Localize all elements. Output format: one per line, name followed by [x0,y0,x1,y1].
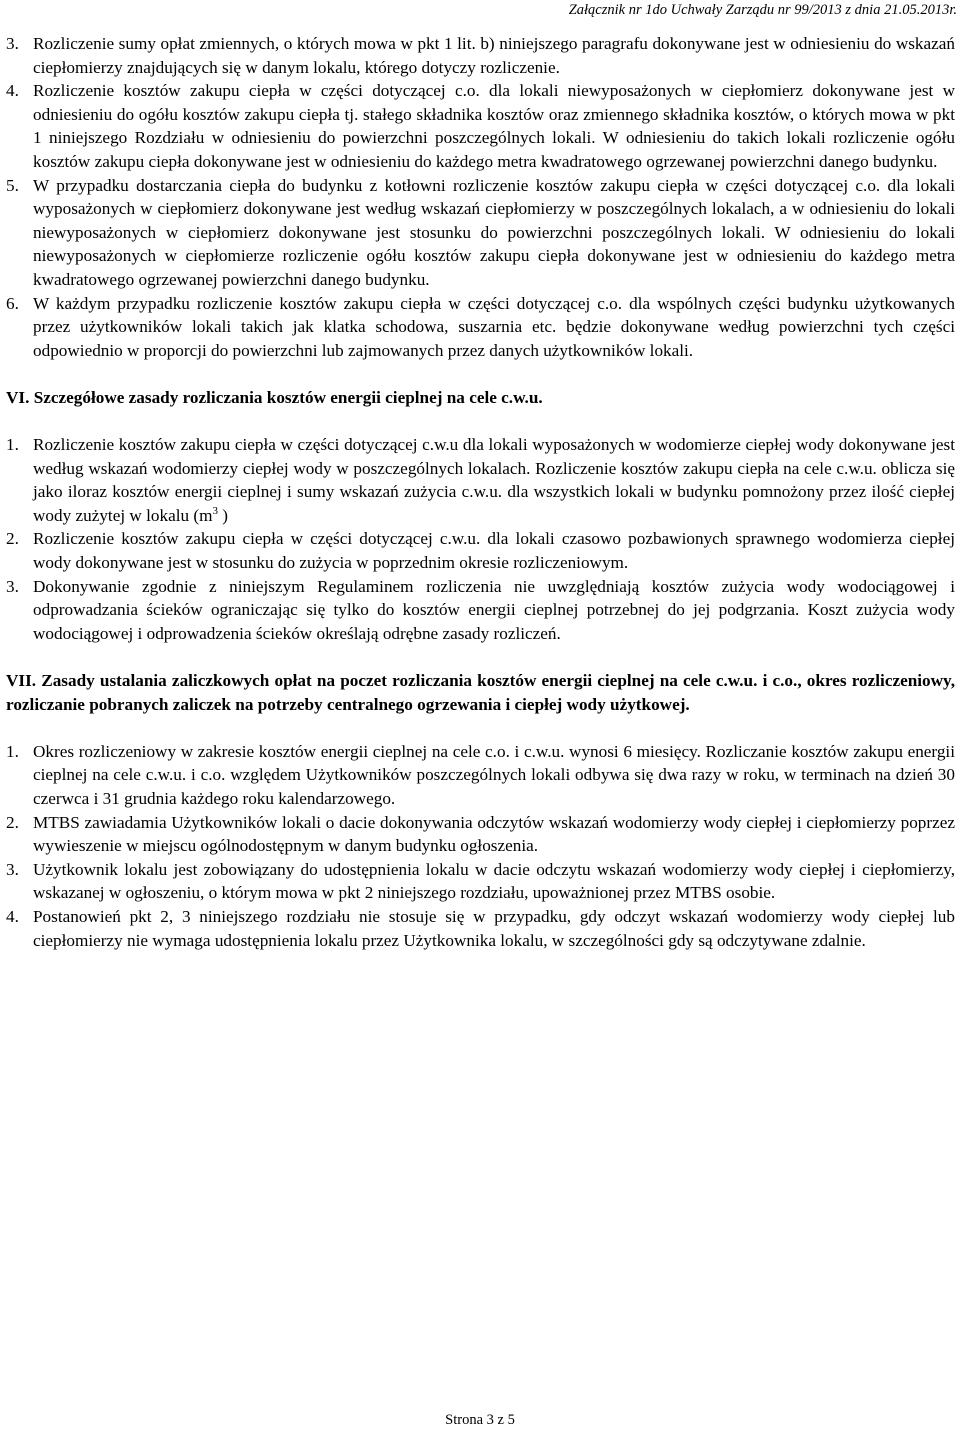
item-number: 1. [6,435,19,455]
item-text: Rozliczenie kosztów zakupu ciepła w części dotyczącej c.w.u. dla lokali czasowo pozbawionych sprawnego wodomierza ciepłej wody dokonywane jest w stosunku do zużycia w poprzednim okresie rozliczeniowym. [33,529,955,573]
document-body [6,32,955,952]
superscript: 3 [212,504,218,517]
list-item [6,79,955,173]
list-item [6,433,955,527]
header-annotation: Załącznik nr 1do Uchwały Zarządu nr 99/2013 z dnia 21.05.2013r. [568,2,957,18]
item-text: Dokonywanie zgodnie z niniejszym Regulaminem rozliczenia nie uwzględniają kosztów zużycia wody wodociągowej i odprowadzania ścieków ograniczając się tylko do kosztów energii cieplnej potrzebnej do jej podgrzania. Koszt zużycia wody wodociągowej i odprowadzenia ścieków określają odrębne zasady rozliczeń. [33,576,955,643]
item-number: 3. [6,859,19,879]
item-text [33,433,955,527]
section-heading-vii: VII. Zasady ustalania zaliczkowych opłat na poczet rozliczania kosztów energii cieplnej na cele c.w.u. i c.o., okres rozliczeniowy, rozliczanie pobranych zaliczek na potrzeby centralnego ogrzewania i ciepłej wody użytkowej. [6,671,955,714]
item-text-tail: ) [222,505,229,525]
item-text: Rozliczenie kosztów zakupu ciepła w części dotyczącej c.o. dla lokali niewyposażonych w ciepłomierz dokonywane jest w odniesieniu do ogółu kosztów zakupu ciepła tj. stałego składnika kosztów oraz zmiennego składnika kosztów, o których mowa w pkt 1 niniejszego Rozdziału w odniesieniu do powierzchni poszczególnych lokali. W odniesieniu do takich lokali rozliczenie ogółu kosztów zakupu ciepła dokonywane jest w odniesieniu do każdego metra kwadratowego ogrzewanej powierzchni danego budynku. [33,81,955,171]
item-text-main: Rozliczenie kosztów zakupu ciepła w części dotyczącej c.w.u dla lokali wyposażonych w wodomierze ciepłej wody dokonywane jest według wskazań wodomierzy ciepłej wody w poszczególnych lokalach. Rozliczenie kosztów zakupu ciepła na cele c.w.u. oblicza się jako iloraz kosztów energii cieplnej i sumy wskazań zużycia c.w.u. dla wszystkich lokali w budynku pomnożony przez ilość ciepłej wody zużytej w lokalu (m [33,435,955,525]
item-text: W przypadku dostarczania ciepła do budynku z kotłowni rozliczenie kosztów zakupu ciepła w części dotyczącej c.o. dla lokali wyposażonych w ciepłomierz dokonywane jest według wskazań ciepłomierzy w poszczególnych lokalach, a w odniesieniu do lokali niewyposażonych w ciepłomierz dokonywane jest stosunku do powierzchni poszczególnych lokali. W odniesieniu do lokali niewyposażonych w ciepłomierze rozliczenie ogółu kosztów zakupu ciepła dokonywane jest w odniesieniu do każdego metra kwadratowego ogrzewanej powierzchni danego budynku. [33,175,955,289]
list-item [6,858,955,905]
list-item [6,32,955,79]
list-item [6,740,955,811]
spacer [6,645,955,669]
item-number: 4. [6,906,19,926]
list-item [6,527,955,574]
list-item [6,292,955,363]
list-item [6,905,955,952]
spacer [6,410,955,434]
item-number: 5. [6,175,19,195]
section-heading-vi: VI. Szczegółowe zasady rozliczania kosztów energii cieplnej na cele c.w.u. [6,387,543,407]
item-number: 3. [6,34,19,53]
item-number: 3. [6,576,19,596]
item-text: Użytkownik lokalu jest zobowiązany do udostępnienia lokalu w dacie odczytu wskazań wodomierzy wody ciepłej i ciepłomierzy, wskazanej w ogłoszeniu, o którym mowa w pkt 2 niniejszego rozdziału, upoważnionej przez MTBS osobie. [33,859,955,903]
item-text: Rozliczenie sumy opłat zmiennych, o których mowa w pkt 1 lit. b) niniejszego paragrafu dokonywane jest w odniesieniu do wskazań ciepłomierzy znajdujących się w danym lokalu, którego dotyczy rozliczenie. [33,34,955,77]
list-item [6,174,955,292]
item-text: W każdym przypadku rozliczenie kosztów zakupu ciepła w części dotyczącej c.o. dla wspólnych części budynku użytkowanych przez użytkowników lokali takich jak klatka schodowa, suszarnia etc. będzie dokonywane według powierzchni tych części odpowiednio w proporcji do powierzchni lub zajmowanych przez danych użytkowników lokali. [33,293,955,360]
spacer [6,362,955,386]
page-number-footer: Strona 3 z 5 [445,1412,515,1428]
item-number: 4. [6,81,19,101]
item-text: Okres rozliczeniowy w zakresie kosztów energii cieplnej na cele c.o. i c.w.u. wynosi 6 miesięcy. Rozliczanie kosztów zakupu energii cieplnej na cele c.w.u. i c.o. względem Użytkowników poszczególnych lokali odbywa się dwa razy w roku, w terminach na dzień 30 czerwca i 31 grudnia każdego roku kalendarzowego. [33,741,955,808]
item-number: 6. [6,293,19,313]
spacer [6,716,955,740]
item-number: 1. [6,741,19,761]
item-number: 2. [6,812,19,832]
item-text: Postanowień pkt 2, 3 niniejszego rozdziału nie stosuje się w przypadku, gdy odczyt wskazań wodomierzy wody ciepłej lub ciepłomierzy nie wymaga udostępnienia lokalu przez Użytkownika lokalu, w szczególności gdy są odczytywane zdalnie. [33,906,955,950]
item-number: 2. [6,529,19,549]
list-item [6,575,955,646]
list-item [6,811,955,858]
item-text: MTBS zawiadamia Użytkowników lokali o dacie dokonywania odczytów wskazań wodomierzy wody ciepłej i ciepłomierzy poprzez wywieszenie w miejscu ogólnodostępnym w danym budynku ogłoszenia. [33,812,955,856]
